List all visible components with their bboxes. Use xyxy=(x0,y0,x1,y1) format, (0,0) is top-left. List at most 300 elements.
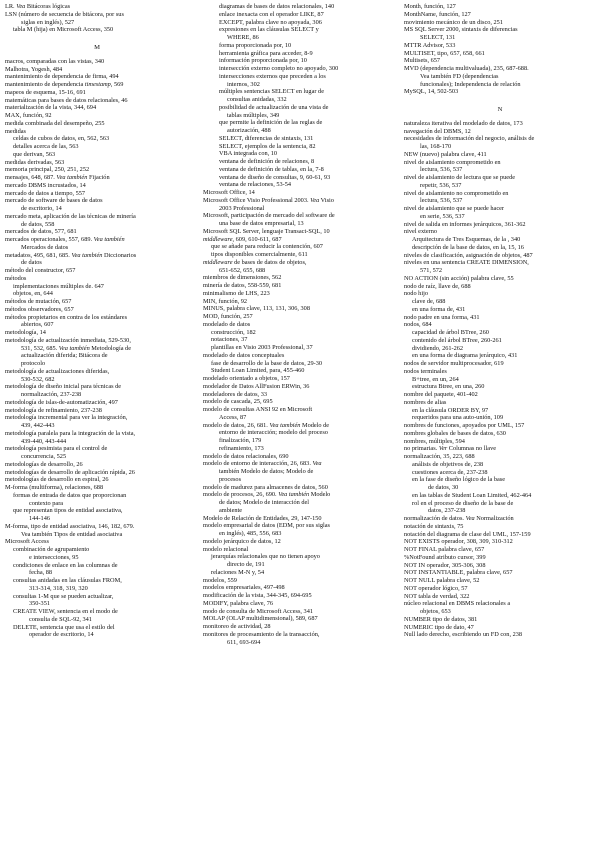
index-continuation xyxy=(404,213,596,221)
index-text: expresiones en las cláusulas SELECT y xyxy=(219,26,319,34)
index-text: 313-314, 318, 319, 320 xyxy=(29,584,88,592)
index-text: siglas en inglés), 527 xyxy=(21,18,75,26)
index-text: middleware xyxy=(203,235,233,243)
index-subentry xyxy=(404,383,596,391)
index-text: lectura, 536, 537 xyxy=(420,166,463,174)
index-entry xyxy=(203,259,387,267)
index-entry xyxy=(404,283,596,291)
index-text: ventana de definición de relaciones, 8 xyxy=(219,158,315,165)
index-continuation xyxy=(5,360,189,368)
index-entry xyxy=(5,112,189,120)
index-continuation xyxy=(5,531,189,539)
index-continuation xyxy=(203,34,387,42)
index-continuation xyxy=(203,166,387,174)
index-text: enlace inexacta con el operador LIKE, 87 xyxy=(219,10,324,18)
index-text: naturaleza iterativa del modelado de datos, 173 xyxy=(404,119,523,127)
index-entry xyxy=(5,120,189,128)
index-entry xyxy=(203,398,387,406)
index-text: celdas de cubos de datos, en, 562, 563 xyxy=(13,135,110,143)
index-entry xyxy=(203,600,387,608)
index-text: M-forma (multiforma), relaciones, 688 xyxy=(5,484,104,491)
index-entry xyxy=(5,445,189,453)
index-text: MS SQL Server 2000, sintaxis de diferencias xyxy=(404,26,518,34)
index-text: consultas anidadas en las cláusulas FROM, xyxy=(13,577,122,584)
index-continuation xyxy=(203,150,387,158)
index-text: MySQL, 14, 502-503 xyxy=(404,88,459,96)
index-text: B+tree, en un, 264 xyxy=(412,375,459,383)
index-text: análisis de objetivos de, 238 xyxy=(412,460,484,468)
index-text: mercados de datos, 577, 681 xyxy=(5,228,77,236)
index-text: NUMERIC tipo de dato, 47 xyxy=(404,623,474,631)
index-text: modelo de datos, 26, 681. xyxy=(203,421,270,429)
index-continuation xyxy=(203,26,387,34)
index-entry xyxy=(203,321,387,329)
index-entry xyxy=(203,236,387,244)
index-text: relaciones M-N y, 54 xyxy=(211,568,265,576)
index-entry xyxy=(203,189,387,197)
index-text: MVD (dependencia multivaluada), 235, 687-688. xyxy=(404,65,529,72)
index-continuation xyxy=(404,197,596,205)
index-text: Vea también xyxy=(420,72,452,80)
index-text: modeladores de datos, 33 xyxy=(203,390,268,398)
index-entry xyxy=(203,623,387,631)
index-text: Modelo de datos; Modelo de xyxy=(239,468,314,475)
index-text: de datos, 30 xyxy=(428,484,459,491)
index-entry xyxy=(203,608,387,616)
index-text: ambiente xyxy=(219,506,243,514)
index-continuation xyxy=(203,639,387,647)
index-entry xyxy=(5,337,189,345)
index-entry xyxy=(404,252,596,260)
index-text: detalles acerca de las, 563 xyxy=(13,143,79,150)
index-text: Modelo de Relación de Entidades, 29, 147-150 xyxy=(203,514,322,522)
index-entry xyxy=(203,584,387,592)
index-text: metodologías de desarrollo de aplicación rápida, 26 xyxy=(5,468,135,476)
index-continuation xyxy=(203,181,387,189)
index-subentry xyxy=(404,492,596,500)
index-text: operador de escritorio, 14 xyxy=(29,631,94,639)
index-subentry xyxy=(404,376,596,384)
index-continuation xyxy=(203,73,387,81)
index-entry xyxy=(404,11,596,19)
index-text: que derivan, 563 xyxy=(13,150,56,158)
index-text: NOT INSTANTIABLE, palabra clave, 657 xyxy=(404,569,513,577)
index-text: SELECT, diferencias de sintaxis, 131 xyxy=(219,134,314,142)
index-entry xyxy=(5,329,189,337)
index-text: tabla M (hija) en Microsoft Access, 350 xyxy=(13,26,114,34)
index-entry xyxy=(404,577,596,585)
index-text: mercado de software de bases de datos xyxy=(5,197,103,205)
index-text: nodo hijo xyxy=(404,290,428,298)
index-text: métodos de mutación, 657 xyxy=(5,298,72,305)
index-text: núcleo relacional en DBMS relacionales a xyxy=(404,600,511,608)
index-entry xyxy=(404,515,596,523)
index-entry xyxy=(203,592,387,600)
index-text: funcionales); Independencia de relación xyxy=(420,80,521,88)
index-entry xyxy=(203,290,387,298)
index-continuation xyxy=(5,259,189,267)
index-continuation xyxy=(203,112,387,120)
index-entry xyxy=(404,190,596,198)
index-entry xyxy=(5,159,189,167)
index-text: repetir, 536, 537 xyxy=(420,181,462,189)
index-text: en serie, 536, 537 xyxy=(420,212,465,220)
index-entry xyxy=(5,190,189,198)
index-entry xyxy=(404,616,596,624)
index-entry xyxy=(203,282,387,290)
index-subentry xyxy=(5,290,189,298)
index-text: NOT NULL palabra clave, 52 xyxy=(404,577,480,584)
index-text: WHERE, 86 xyxy=(227,34,259,41)
index-text: construcción, 182 xyxy=(211,328,256,336)
index-text: Modelo de xyxy=(300,421,330,429)
index-text: refinamiento, 173 xyxy=(219,444,264,452)
index-text: Vea xyxy=(312,460,322,468)
index-entry xyxy=(404,422,596,430)
index-continuation xyxy=(203,19,387,27)
index-continuation xyxy=(5,569,189,577)
index-text: normalización de datos. xyxy=(404,515,466,522)
index-text: modelo de madurez para almacenes de datos, 560 xyxy=(203,483,328,491)
index-text: nodos, 684 xyxy=(404,321,432,329)
index-text: métodos xyxy=(5,274,27,282)
index-entry xyxy=(203,484,387,492)
index-subentry xyxy=(203,553,387,561)
index-subentry xyxy=(203,336,387,344)
index-entry xyxy=(203,375,387,383)
index-column-right xyxy=(404,3,596,639)
index-text: ventana de relaciones, 53-54 xyxy=(219,181,292,189)
index-entry xyxy=(5,538,189,546)
index-subentry xyxy=(5,593,189,601)
index-entry xyxy=(404,531,596,539)
index-text: FD (dependencias xyxy=(451,72,499,80)
index-column-middle xyxy=(203,3,387,646)
index-text: MINUS, palabra clave, 113, 131, 306, 308 xyxy=(203,305,310,313)
index-text: concurrencia, 525 xyxy=(21,453,67,460)
index-text: autorización, 488 xyxy=(227,127,271,134)
index-continuation xyxy=(203,429,387,437)
index-entry xyxy=(404,3,596,11)
index-text: cuestiones acerca de, 237-238 xyxy=(412,468,488,476)
index-text: niveles en una sentencia CREATE DIMENSION, xyxy=(404,259,529,267)
index-text: Columnas no llave xyxy=(447,445,497,453)
index-entry xyxy=(203,546,387,554)
index-text: en las tablas de Student Loan Limited, 462-464 xyxy=(412,491,532,499)
index-entry xyxy=(404,65,596,73)
index-continuation xyxy=(5,422,189,430)
index-text: jerarquías relacionales que no tienen apoyo xyxy=(211,553,320,561)
index-entry xyxy=(404,554,596,562)
index-entry xyxy=(404,26,596,34)
index-entry xyxy=(203,228,387,236)
index-text: nodos de servidor multiprocesador, 619 xyxy=(404,360,504,367)
index-text: métodos propietarios en contra de los estándares xyxy=(5,313,128,321)
index-text: modelado de datos xyxy=(203,320,251,328)
index-text: Vea también xyxy=(278,491,310,499)
index-entry xyxy=(5,306,189,314)
index-text: Month, función, 127 xyxy=(404,3,456,10)
index-entry xyxy=(5,213,189,221)
index-entry xyxy=(404,368,596,376)
index-text: estructura Btree, en una, 260 xyxy=(412,383,485,391)
index-text: movimiento mecánico de un disco, 251 xyxy=(404,18,503,26)
index-entry xyxy=(203,453,387,461)
index-continuation xyxy=(5,515,189,523)
index-text: consulta de SQL-92, 341 xyxy=(29,615,92,623)
index-entry xyxy=(404,624,596,632)
index-text: miembros de dimensiones, 562 xyxy=(203,274,282,282)
index-text: nivel externo xyxy=(404,228,438,236)
index-subentry xyxy=(404,345,596,353)
index-text: rol en el proceso de diseño de la base de xyxy=(412,499,514,507)
index-continuation xyxy=(203,437,387,445)
index-entry xyxy=(404,159,596,167)
index-text: Ver xyxy=(438,445,448,453)
index-entry xyxy=(203,615,387,623)
index-text: contexto para xyxy=(29,499,64,507)
index-text: capacidad de árbol BTree, 260 xyxy=(412,329,489,336)
index-text: objetos, 653 xyxy=(420,608,451,615)
index-entry xyxy=(404,600,596,608)
index-text: necesidades de información del negocio, análisis de xyxy=(404,135,535,143)
index-continuation xyxy=(203,220,387,228)
index-continuation xyxy=(203,205,387,213)
index-entry xyxy=(5,414,189,422)
index-text: modelo relacional xyxy=(203,545,249,553)
index-text: Vea también xyxy=(56,174,88,181)
section-letter-heading xyxy=(404,106,596,114)
index-entry xyxy=(404,399,596,407)
index-continuation xyxy=(404,166,596,174)
index-continuation xyxy=(203,158,387,166)
index-text: Visio xyxy=(319,196,334,204)
index-text: mercado meta, aplicación de las técnicas de minería xyxy=(5,212,136,220)
index-entry xyxy=(203,491,387,499)
index-continuation xyxy=(203,50,387,58)
index-text: implementaciones múltiples de. 647 xyxy=(13,282,104,290)
index-entry xyxy=(404,259,596,267)
index-text: MODIFY, palabra clave, 76 xyxy=(203,599,274,607)
index-text: middleware xyxy=(203,258,233,266)
index-text: Multisets, 657 xyxy=(404,57,441,65)
index-text: modelo de entorno de interacción, 26, 683. xyxy=(203,460,313,468)
index-entry xyxy=(203,631,387,639)
index-text: entorno de interacción; modelo del proceso xyxy=(219,429,328,437)
index-text: MonthName, función, 127 xyxy=(404,10,471,18)
index-continuation xyxy=(203,445,387,453)
index-text: en la fase de diseño lógico de la base xyxy=(412,476,506,484)
index-text: Microsoft Office Visio Professional 2003. xyxy=(203,196,311,204)
index-text: requeridos para una auto-unión, 109 xyxy=(412,414,504,422)
index-entry xyxy=(404,391,596,399)
index-entry xyxy=(404,120,596,128)
index-text: herramienta gráfica para acceder, 8-9 xyxy=(219,49,313,57)
index-entry xyxy=(404,50,596,58)
index-entry xyxy=(203,406,387,414)
index-text: nivel de salida en informes jerárquicos, 361-362 xyxy=(404,220,526,228)
index-text: 611, 693-694 xyxy=(227,638,261,646)
index-text: macros, comparadas con las vistas, 340 xyxy=(5,57,105,65)
index-entry xyxy=(404,221,596,229)
index-text: clave de, 688 xyxy=(412,298,446,305)
index-continuation xyxy=(5,345,189,353)
index-continuation xyxy=(203,468,387,476)
index-continuation xyxy=(5,221,189,229)
index-text: actualización diferida; Bitácora de xyxy=(21,352,108,360)
index-text: nivel de aislamiento no comprometido en xyxy=(404,189,509,197)
index-text: MTTR Advisor, 533 xyxy=(404,41,456,49)
index-entry xyxy=(203,391,387,399)
index-text: SELECT, 131 xyxy=(420,34,456,41)
index-entry xyxy=(5,166,189,174)
index-continuation xyxy=(404,608,596,616)
index-text: Vea también xyxy=(71,251,103,259)
index-entry xyxy=(404,290,596,298)
index-text: nodo de raíz, llave de, 688 xyxy=(404,282,471,290)
index-text: Malhotra, Yogesh, 484 xyxy=(5,65,63,73)
index-text: MOLAP (OLAP multidimensional), 589, 687 xyxy=(203,615,318,623)
index-text: metodología de refinamiento, 237-238 xyxy=(5,406,102,414)
index-text: Vea xyxy=(310,196,320,204)
index-text: protocolo xyxy=(21,360,46,367)
index-subentry xyxy=(404,461,596,469)
index-entry xyxy=(5,461,189,469)
index-entry xyxy=(203,577,387,585)
index-continuation xyxy=(404,81,596,89)
index-subentry xyxy=(5,26,189,34)
index-entry xyxy=(203,313,387,321)
index-continuation xyxy=(203,476,387,484)
index-text: 144-146 xyxy=(29,515,50,522)
index-entry xyxy=(404,19,596,27)
index-continuation xyxy=(203,88,387,96)
index-entry xyxy=(203,352,387,360)
index-continuation xyxy=(5,600,189,608)
index-text: 530-532, 682 xyxy=(21,375,55,383)
index-text: dividiendo, 261-262 xyxy=(412,344,464,352)
index-continuation xyxy=(203,561,387,569)
index-subentry xyxy=(404,352,596,360)
index-text: en inglés), 485, 556, 683 xyxy=(219,530,282,537)
index-text: de escritorio, 14 xyxy=(21,205,62,212)
index-text: modelo empresarial de datos (EDM, por sus siglas xyxy=(203,522,330,530)
index-continuation xyxy=(5,554,189,562)
index-text: metodología de actualización inmediata, 529-530, xyxy=(5,336,131,344)
index-text: Arquitectura de Tres Esquemas, de la , 340 xyxy=(412,236,521,243)
index-entry xyxy=(203,274,387,282)
index-continuation xyxy=(203,135,387,143)
index-subentry xyxy=(5,135,189,143)
index-subentry xyxy=(203,367,387,375)
index-text: 531, 532, 685. xyxy=(21,344,59,352)
index-entry xyxy=(5,368,189,376)
index-continuation xyxy=(404,182,596,190)
index-text: mensajes, 648, 687. xyxy=(5,174,57,181)
index-text: Access, 87 xyxy=(219,413,247,421)
index-entry xyxy=(5,476,189,484)
index-text: condiciones de enlace en las columnas de xyxy=(13,561,118,569)
index-text: LR. xyxy=(5,3,17,10)
index-text: Mercados de datos xyxy=(21,243,69,251)
index-text: MULTISET, tipo, 657, 658, 661 xyxy=(404,49,485,57)
index-entry xyxy=(203,422,387,430)
index-text: niveles de clasificación, asignación de objetos, 487 xyxy=(404,251,533,259)
index-continuation xyxy=(203,65,387,73)
index-text: modelo de procesos, 26, 690. xyxy=(203,491,279,499)
index-text: de datos xyxy=(21,259,42,267)
index-text: NUMBER tipo de datos, 381 xyxy=(404,615,478,623)
index-text: SELECT, ejemplos de la sentencia, 82 xyxy=(219,142,316,150)
index-text: que se añade para reducir la contención, 607 xyxy=(211,243,323,251)
index-entry xyxy=(5,252,189,260)
index-subentry xyxy=(404,236,596,244)
index-text: métodos observadores, 657 xyxy=(5,305,74,313)
index-text: metodología de islas-de-automatización, 497 xyxy=(5,398,118,406)
index-text: LSN (número de secuencia de bitácora, por sus xyxy=(5,10,124,18)
index-text: Fijación xyxy=(87,174,110,181)
index-entry xyxy=(404,562,596,570)
index-text: mercado DBMS incrustados, 14 xyxy=(5,181,86,189)
index-subentry xyxy=(5,608,189,616)
index-subentry xyxy=(5,507,189,515)
index-text: modelo de cascada, 25, 695 xyxy=(203,398,273,406)
index-text: Microsoft, participación de mercado del software de xyxy=(203,212,335,220)
index-entry xyxy=(404,88,596,96)
index-entry xyxy=(5,267,189,275)
index-text: nivel de aislamiento comprometido en xyxy=(404,158,501,166)
index-text: ventana de diseño de consultas, 9, 60-61, 93 xyxy=(219,173,331,181)
index-entry xyxy=(203,383,387,391)
index-text: Vea xyxy=(16,3,26,10)
index-text: 2003 Professional xyxy=(219,204,265,212)
index-subentry xyxy=(5,624,189,632)
index-text: metadatos, 495, 681, 685. xyxy=(5,251,72,259)
index-text: finalización, 179 xyxy=(219,437,262,444)
index-entry xyxy=(203,538,387,546)
index-text: de datos, 558 xyxy=(21,220,55,228)
index-text: mercados operacionales, 557, 689. xyxy=(5,236,94,243)
index-text: combinación de agrupamiento xyxy=(13,546,90,553)
index-text: forma proporcionada por, 10 xyxy=(219,41,292,49)
index-entry xyxy=(404,360,596,368)
index-text: metodología de actualizaciones diferidas, xyxy=(5,367,110,375)
index-text: no primarias. xyxy=(404,445,439,453)
index-text: nodo padre en una forma, 431 xyxy=(404,313,480,321)
index-text: metodologías de desarrollo, 26 xyxy=(5,460,83,468)
index-text: , 569 xyxy=(110,81,124,88)
index-subentry xyxy=(404,337,596,345)
index-text: EXCEPT, palabra clave no apoyada, 306 xyxy=(219,18,322,26)
index-text: 439-440, 443-444 xyxy=(21,437,67,445)
index-entry xyxy=(5,104,189,112)
index-continuation xyxy=(404,73,596,81)
index-subentry xyxy=(404,244,596,252)
index-entry xyxy=(5,484,189,492)
index-entry xyxy=(5,174,189,182)
index-text: nivel de aislamiento que se puede hacer xyxy=(404,205,505,212)
index-entry xyxy=(5,128,189,136)
index-entry xyxy=(5,236,189,244)
index-text: modificación de la vista, 344-345, 694-695 xyxy=(203,592,312,599)
index-continuation xyxy=(5,500,189,508)
index-text: Microsoft Office, 14 xyxy=(203,189,255,196)
index-subentry xyxy=(404,476,596,484)
index-subentry xyxy=(203,329,387,337)
index-text: NOT FINAL palabra clave, 657 xyxy=(404,546,485,553)
index-text: nombre del paquete, 401-402 xyxy=(404,391,478,398)
index-entry xyxy=(5,11,189,19)
